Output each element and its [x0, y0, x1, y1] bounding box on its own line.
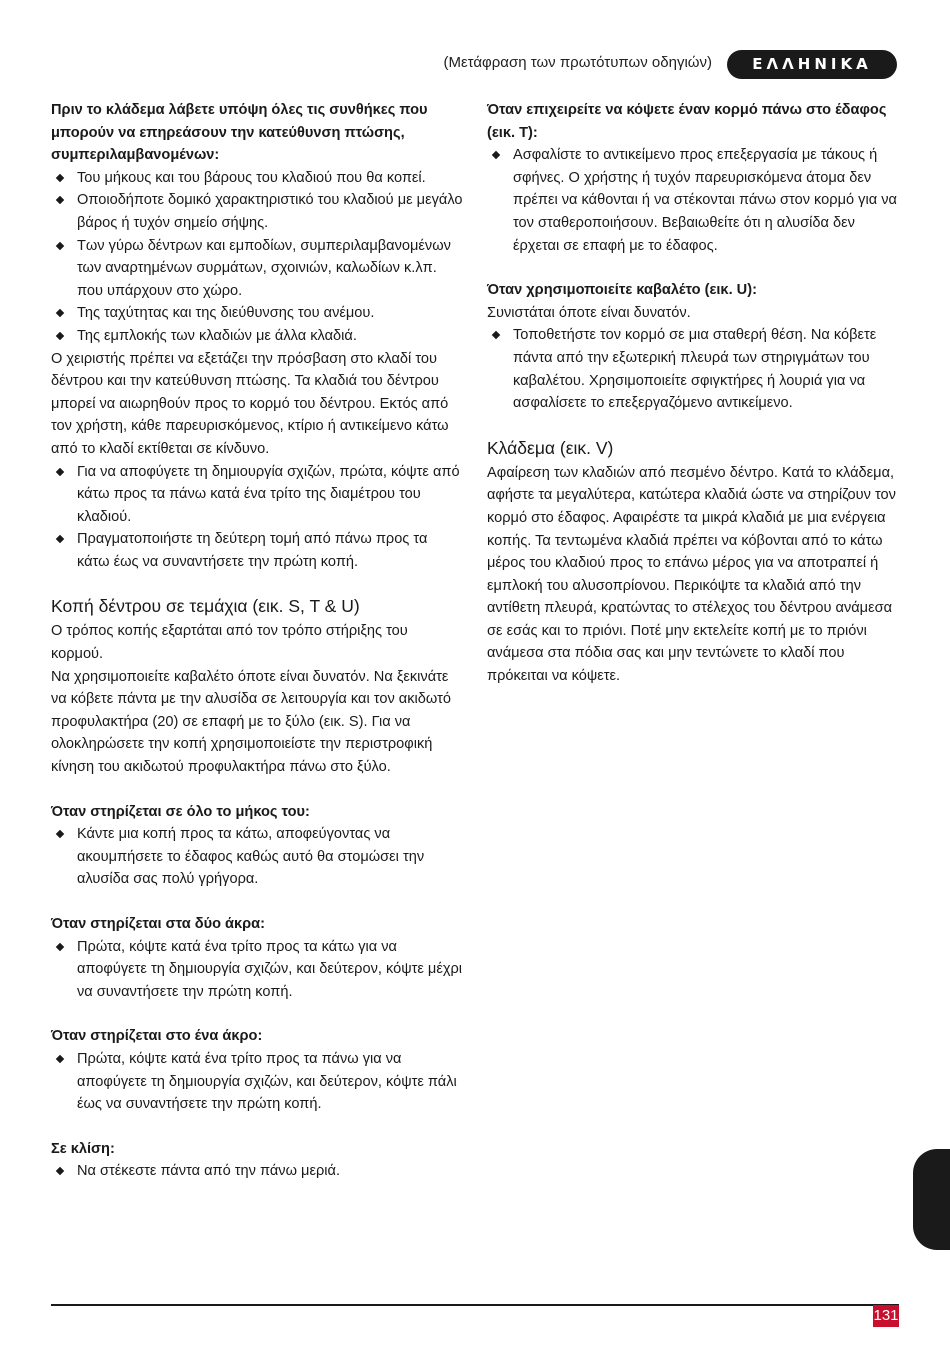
list-item: [51, 167, 463, 190]
list-item: [51, 325, 463, 348]
both-ends-heading: Όταν στηρίζεται στα δύο άκρα:: [51, 916, 266, 932]
language-badge: ΕΛΛΗΝΙΚΑ: [727, 50, 897, 79]
right-column: [487, 99, 901, 688]
list-item: [51, 1160, 463, 1183]
list-item-text: Πραγματοποιήστε τη δεύτερη τομή από πάνω προς τα κάτω έως να συναντήσετε την πρώτη κοπή.: [77, 531, 428, 570]
bullet-diamond-icon: [56, 1167, 64, 1175]
bullet-diamond-icon: [56, 467, 64, 475]
list-item-text: Να στέκεστε πάντα από την πάνω μεριά.: [77, 1163, 340, 1180]
full-length-list: [51, 823, 463, 891]
list-item-text: Της ταχύτητας και της διεύθυνσης του ανέμου.: [77, 305, 375, 322]
bullet-diamond-icon: [492, 151, 500, 159]
footer-rule: [51, 1304, 899, 1306]
operator-paragraph: Ο χειριστής πρέπει να εξετάζει την πρόσβαση στο κλαδί του δέντρου και την κατεύθυνση πτώσης. Τα κλαδιά του δέντρου μπορεί να αιωρηθούν προς το κορμό του δέντρου. Εκτός από τον χρήστη, κάθε παρευρισκόμενος, κτίριο ή αντικείμενο κάτω από το κλαδί εκτίθεται σε κίνδυνο.: [51, 350, 449, 457]
list-item-text: Ασφαλίστε το αντικείμενο προς επεξεργασία με τάκους ή σφήνες. Ο χρήστης ή τυχόν παρευρισκόμενα άτομα δεν πρέπει να κάθονται ή να στέκονται πάνω στον κορμό για να τον σταθεροποιήσουν. Βεβαιωθείτε ότι η αλυσίδα δεν έρχεται σε επαφή με το έδαφος.: [513, 147, 897, 254]
list-item: [51, 528, 463, 573]
bullet-diamond-icon: [56, 830, 64, 838]
list-item: [51, 302, 463, 325]
pruning-paragraph: Αφαίρεση των κλαδιών από πεσμένο δέντρο. Κατά το κλάδεμα, αφήστε τα μεγαλύτερα, κατώτερα κλαδιά ώστε να στηρίζουν τον κορμό στο έδαφος. Αφαιρέστε τα μικρά κλαδιά με μια ενέργεια κοπής. Τα τεντωμένα κλαδιά πρέπει να κόβονται από το κάτω μέρος του κλαδιού προς το επάνω μέρος για να αποτραπεί ή εμπλοκή του αλυσοπρίονου. Περικόψτε τα κλαδιά από την αντίθετη πλευρά, κρατώντας το στέλεχος του δέντρου ανάμεσα σε εσάς και το πριόνι. Ποτέ μην εκτελείτε κοπή με το πριόνι ανάμεσα στα πόδια σας και μην τεντώνετε το κλαδί που πρόκειται να κόψετε.: [487, 464, 896, 685]
sawhorse-list: [487, 324, 901, 414]
list-item: [51, 823, 463, 891]
bullet-diamond-icon: [56, 196, 64, 204]
list-item-text: Οποιοδήποτε δομικό χαρακτηριστικό του κλαδιού με μεγάλο βάρος ή τυχόν σημείο σήψης.: [77, 192, 463, 231]
bullet-diamond-icon: [56, 942, 64, 950]
side-tab-marker: [913, 1149, 950, 1250]
operator-bullet-list: [51, 461, 463, 574]
list-item: [51, 1048, 463, 1116]
translation-note: (Μετάφραση των πρωτότυπων οδηγιών): [443, 54, 712, 71]
slope-list: [51, 1160, 463, 1183]
list-item-text: Πρώτα, κόψτε κατά ένα τρίτο προς τα κάτω για να αποφύγετε τη δημιουργία σχιζών, και δεύτερον, κόψτε μέχρι να συναντήσετε την πρώτη κοπή.: [77, 938, 463, 1000]
one-end-list: [51, 1048, 463, 1116]
logs-paragraph-1: Ο τρόπος κοπής εξαρτάται από τον τρόπο στήριξης του κορμού.: [51, 623, 408, 663]
list-item: [51, 235, 463, 303]
list-item: [51, 461, 463, 529]
list-item-text: Για να αποφύγετε τη δημιουργία σχιζών, πρώτα, κόψτε από κάτω προς τα πάνω κατά ένα τρίτο της διαμέτρου του κλαδιού.: [77, 463, 460, 525]
sawhorse-heading: Όταν χρησιμοποιείτε καβαλέτο (εικ. U):: [487, 282, 757, 299]
bullet-diamond-icon: [56, 241, 64, 249]
list-item: [487, 144, 901, 257]
bullet-diamond-icon: [492, 331, 500, 339]
both-ends-list: [51, 936, 463, 1004]
list-item: [487, 324, 901, 414]
section-heading-pruning: Κλάδεμα (εικ. V): [487, 437, 614, 458]
list-item: [51, 936, 463, 1004]
bullet-diamond-icon: [56, 174, 64, 182]
logs-paragraph-2: Να χρησιμοποιείτε καβαλέτο όποτε είναι δυνατόν. Να ξεκινάτε να κόβετε πάντα με την αλυσίδα σε λειτουργία και τον ακιδωτό προφυλακτήρα (20) σε επαφή με το ξύλο (εικ. S). Για να ολοκληρώσετε την κοπή χρησιμοποιείστε την περιστροφική κίνηση του ακιδωτού προφυλακτήρα πάνω στο ξύλο.: [51, 668, 451, 776]
bullet-diamond-icon: [56, 1055, 64, 1063]
bullet-diamond-icon: [56, 332, 64, 340]
list-item-text: Τοποθετήστε τον κορμό σε μια σταθερή θέση. Να κόβετε πάντα από την εξωτερική πλευρά των στηριγμάτων του καβαλέτου. Χρησιμοποιείτε σφιγκτήρες ή λουριά για να ασφαλίσετε το επεξεργαζόμενο αντικείμενο.: [513, 327, 877, 412]
list-item-text: Των γύρω δέντρων και εμποδίων, συμπεριλαμβανομένων των αναρτημένων συρμάτων, σχοινιών, καλωδίων κ.λπ. που υπάρχουν στο χώρο.: [77, 237, 451, 299]
bullet-diamond-icon: [56, 535, 64, 543]
left-column: [51, 99, 463, 1183]
section-heading-logs: Κοπή δέντρου σε τεμάχια (εικ. S, T & U): [51, 596, 360, 617]
bullet-diamond-icon: [56, 309, 64, 317]
sawhorse-paragraph: Συνιστάται όποτε είναι δυνατόν.: [487, 304, 691, 321]
list-item: [51, 189, 463, 234]
intro-bullet-list: [51, 167, 463, 348]
ground-heading: Όταν επιχειρείτε να κόψετε έναν κορμό πάνω στο έδαφος (εικ. T):: [487, 102, 887, 141]
list-item-text: Κάντε μια κοπή προς τα κάτω, αποφεύγοντας να ακουμπήσετε το έδαφος καθώς αυτό θα στομώσει την αλυσίδα σας πολύ γρήγορα.: [77, 826, 425, 888]
intro-heading: Πριν το κλάδεμα λάβετε υπόψη όλες τις συνθήκες που μπορούν να επηρεάσουν την κατεύθυνση πτώσης, συμπεριλαμβανομένων:: [51, 102, 428, 164]
ground-list: [487, 144, 901, 257]
list-item-text: Πρώτα, κόψτε κατά ένα τρίτο προς τα πάνω για να αποφύγετε τη δημιουργία σχιζών, και δεύτερον, κόψτε πάλι έως να συναντήσετε την πρώτη κοπή.: [77, 1050, 457, 1113]
slope-heading: Σε κλίση:: [51, 1140, 115, 1157]
one-end-heading: Όταν στηρίζεται στο ένα άκρο:: [51, 1028, 263, 1045]
list-item-text: Της εμπλοκής των κλαδιών με άλλα κλαδιά.: [77, 327, 357, 344]
full-length-heading: Όταν στηρίζεται σε όλο το μήκος του:: [51, 803, 310, 820]
page-number: 131: [873, 1305, 899, 1327]
list-item-text: Του μήκους και του βάρους του κλαδιού που θα κοπεί.: [77, 169, 426, 186]
